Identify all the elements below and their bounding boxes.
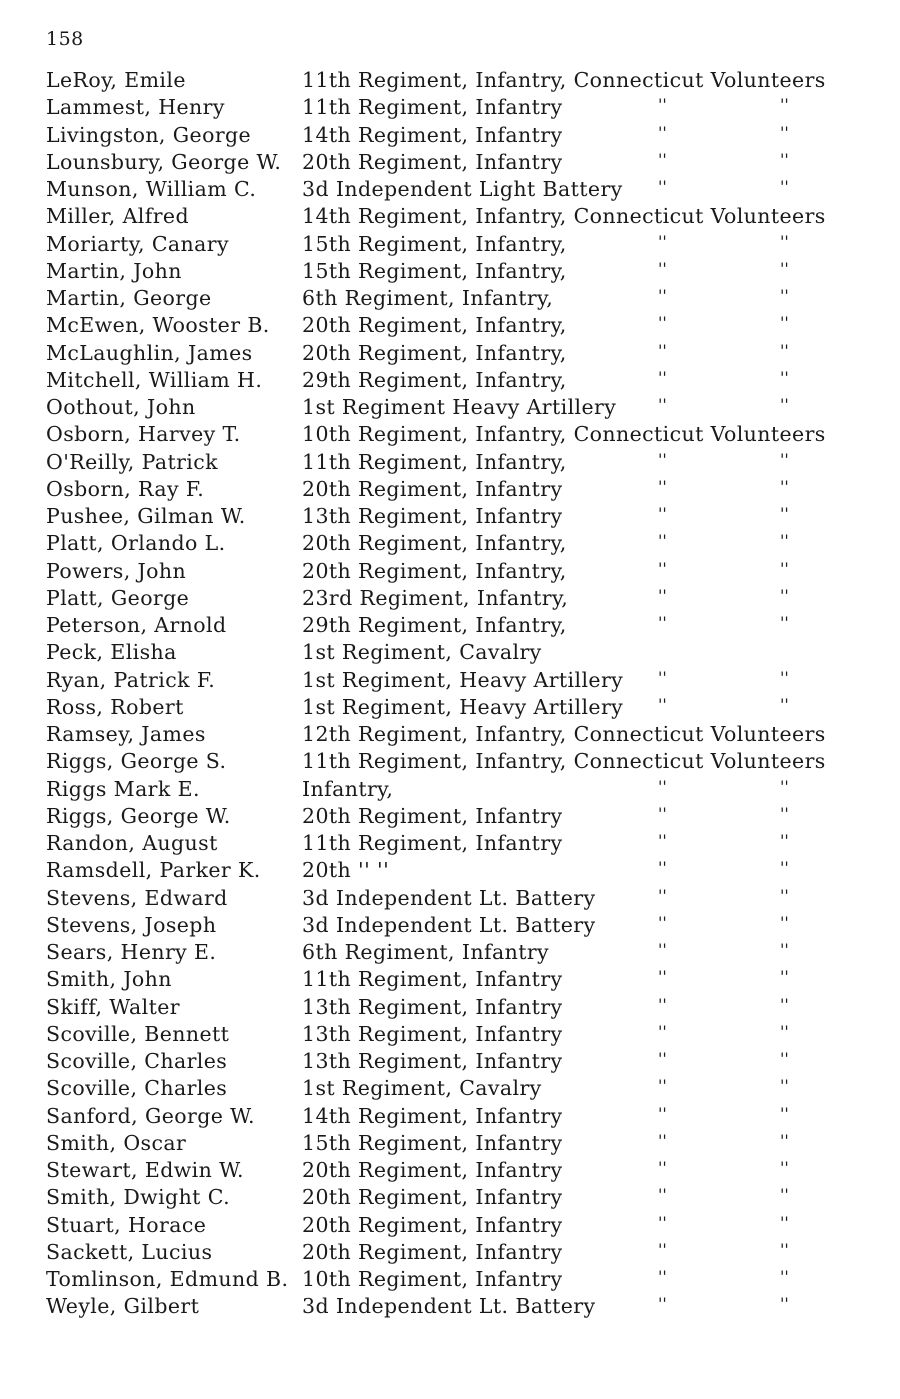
ditto-mark-regiment: '' bbox=[658, 149, 667, 169]
ditto-mark-state: '' bbox=[780, 149, 789, 169]
roster-row bbox=[0, 367, 900, 394]
roster-row bbox=[0, 803, 900, 830]
soldier-name: Ramsdell, Parker K. bbox=[46, 858, 261, 883]
roster-row bbox=[0, 421, 900, 448]
ditto-mark-state: '' bbox=[780, 313, 789, 333]
soldier-unit: 13th Regiment, Infantry bbox=[302, 1049, 563, 1073]
soldier-name: Riggs Mark E. bbox=[46, 776, 200, 801]
ditto-mark-regiment: '' bbox=[658, 967, 667, 987]
soldier-name: Smith, Oscar bbox=[46, 1130, 187, 1155]
soldier-name: Oothout, John bbox=[46, 395, 196, 419]
soldier-unit: Infantry, bbox=[302, 776, 394, 801]
soldier-unit: 20th Regiment, Infantry, bbox=[302, 531, 567, 556]
roster-row bbox=[0, 1021, 900, 1048]
soldier-unit: 14th Regiment, Infantry, Connecticut Volunteers bbox=[302, 204, 826, 229]
soldier-unit: 3d Independent Light Battery bbox=[302, 177, 623, 201]
soldier-name: Stevens, Joseph bbox=[46, 912, 217, 937]
ditto-mark-state: '' bbox=[780, 1076, 789, 1096]
ditto-mark-regiment: '' bbox=[658, 1021, 667, 1041]
roster-row bbox=[0, 585, 900, 612]
ditto-mark-state: '' bbox=[780, 558, 789, 578]
soldier-name: Powers, John bbox=[46, 558, 187, 583]
ditto-mark-state: '' bbox=[780, 504, 789, 523]
roster-row bbox=[0, 994, 900, 1021]
roster-row bbox=[0, 694, 900, 721]
ditto-mark-regiment: '' bbox=[658, 177, 667, 196]
ditto-mark-regiment: '' bbox=[658, 912, 667, 932]
ditto-mark-state: '' bbox=[780, 776, 789, 796]
ditto-mark-regiment: '' bbox=[658, 1049, 667, 1068]
ditto-mark-regiment: '' bbox=[658, 122, 667, 142]
roster-row bbox=[0, 667, 900, 694]
roster-row bbox=[0, 231, 900, 258]
roster-row bbox=[0, 721, 900, 748]
soldier-name: O'Reilly, Patrick bbox=[46, 449, 218, 474]
soldier-name: Randon, August bbox=[46, 831, 218, 855]
ditto-mark-state: '' bbox=[780, 1267, 789, 1286]
ditto-mark-regiment: '' bbox=[658, 1239, 667, 1259]
ditto-mark-regiment: '' bbox=[658, 1267, 667, 1286]
roster-row bbox=[0, 1048, 900, 1075]
soldier-unit: 10th Regiment, Infantry, Connecticut Volunteers bbox=[302, 422, 826, 447]
soldier-unit: 29th Regiment, Infantry, bbox=[302, 613, 567, 637]
soldier-unit: 1st Regiment, Heavy Artillery bbox=[302, 694, 624, 719]
soldier-name: Smith, John bbox=[46, 967, 172, 992]
soldier-unit: 1st Regiment, Heavy Artillery bbox=[302, 667, 624, 692]
ditto-mark-regiment: '' bbox=[658, 340, 667, 360]
soldier-unit: 20th Regiment, Infantry, bbox=[302, 313, 567, 338]
soldier-name: Martin, John bbox=[46, 258, 182, 283]
soldier-unit: 15th Regiment, Infantry bbox=[302, 1130, 563, 1155]
soldier-name: Sears, Henry E. bbox=[46, 940, 217, 964]
ditto-mark-state: '' bbox=[780, 1239, 789, 1259]
soldier-unit: 20th Regiment, Infantry bbox=[302, 1239, 563, 1264]
ditto-mark-regiment: '' bbox=[658, 694, 667, 714]
soldier-name: Stewart, Edwin W. bbox=[46, 1158, 244, 1182]
ditto-mark-regiment: '' bbox=[658, 1130, 667, 1150]
soldier-unit: 20th Regiment, Infantry bbox=[302, 149, 563, 174]
soldier-unit: 3d Independent Lt. Battery bbox=[302, 912, 596, 937]
ditto-mark-state: '' bbox=[780, 1185, 789, 1205]
ditto-mark-state: '' bbox=[780, 613, 789, 632]
ditto-mark-regiment: '' bbox=[658, 994, 667, 1014]
roster-row bbox=[0, 639, 900, 666]
soldier-unit: 3d Independent Lt. Battery bbox=[302, 885, 596, 910]
roster-row bbox=[0, 1075, 900, 1102]
soldier-name: Ross, Robert bbox=[46, 694, 184, 719]
roster-row bbox=[0, 149, 900, 176]
soldier-name: Sackett, Lucius bbox=[46, 1239, 213, 1264]
soldier-unit: 20th '' '' bbox=[302, 858, 390, 883]
roster-row bbox=[0, 1266, 900, 1293]
soldier-name: Ramsey, James bbox=[46, 722, 206, 746]
ditto-mark-state: '' bbox=[780, 885, 789, 905]
roster-row bbox=[0, 966, 900, 993]
soldier-name: Lammest, Henry bbox=[46, 95, 225, 120]
roster-row bbox=[0, 176, 900, 203]
roster-row bbox=[0, 394, 900, 421]
soldier-name: Osborn, Harvey T. bbox=[46, 422, 241, 447]
roster-row bbox=[0, 1184, 900, 1211]
ditto-mark-state: '' bbox=[780, 177, 789, 196]
soldier-name: Platt, Orlando L. bbox=[46, 531, 226, 556]
soldier-name: Scoville, Bennett bbox=[46, 1021, 230, 1046]
roster-row bbox=[0, 1239, 900, 1266]
soldier-name: Stuart, Horace bbox=[46, 1212, 207, 1237]
roster-row bbox=[0, 558, 900, 585]
soldier-unit: 11th Regiment, Infantry bbox=[302, 831, 563, 855]
soldier-name: McEwen, Wooster B. bbox=[46, 313, 270, 338]
soldier-name: Lounsbury, George W. bbox=[46, 149, 282, 174]
ditto-mark-regiment: '' bbox=[658, 940, 667, 959]
ditto-mark-state: '' bbox=[780, 858, 789, 878]
ditto-mark-state: '' bbox=[780, 286, 789, 305]
soldier-name: Miller, Alfred bbox=[46, 204, 189, 229]
ditto-mark-regiment: '' bbox=[658, 1158, 667, 1177]
ditto-mark-regiment: '' bbox=[658, 803, 667, 823]
ditto-mark-state: '' bbox=[780, 667, 789, 687]
roster-row bbox=[0, 312, 900, 339]
ditto-mark-regiment: '' bbox=[658, 395, 667, 414]
soldier-name: Smith, Dwight C. bbox=[46, 1185, 231, 1210]
ditto-mark-regiment: '' bbox=[658, 558, 667, 578]
roster-row bbox=[0, 449, 900, 476]
soldier-unit: 6th Regiment, Infantry, bbox=[302, 286, 554, 310]
ditto-mark-regiment: '' bbox=[658, 831, 667, 850]
ditto-mark-state: '' bbox=[780, 994, 789, 1014]
soldier-unit: 11th Regiment, Infantry, Connecticut Volunteers bbox=[302, 749, 826, 774]
ditto-mark-state: '' bbox=[780, 1021, 789, 1041]
ditto-mark-state: '' bbox=[780, 803, 789, 823]
ditto-mark-regiment: '' bbox=[658, 231, 667, 251]
ditto-mark-regiment: '' bbox=[658, 367, 667, 387]
soldier-unit: 20th Regiment, Infantry bbox=[302, 803, 563, 828]
soldier-unit: 14th Regiment, Infantry bbox=[302, 1103, 563, 1128]
roster-row bbox=[0, 503, 900, 530]
soldier-unit: 20th Regiment, Infantry bbox=[302, 1212, 563, 1237]
ditto-mark-state: '' bbox=[780, 476, 789, 496]
soldier-name: LeRoy, Emile bbox=[46, 68, 186, 92]
ditto-mark-regiment: '' bbox=[658, 667, 667, 687]
soldier-name: Scoville, Charles bbox=[46, 1049, 228, 1073]
soldier-name: Pushee, Gilman W. bbox=[46, 504, 246, 528]
soldier-name: Sanford, George W. bbox=[46, 1103, 255, 1128]
ditto-mark-state: '' bbox=[780, 1103, 789, 1123]
soldier-name: Peck, Elisha bbox=[46, 640, 177, 665]
soldier-name: Livingston, George bbox=[46, 122, 252, 147]
roster-row bbox=[0, 776, 900, 803]
roster-row bbox=[0, 285, 900, 312]
roster-row bbox=[0, 67, 900, 94]
soldier-unit: 20th Regiment, Infantry, bbox=[302, 340, 567, 365]
ditto-mark-state: '' bbox=[780, 231, 789, 251]
ditto-mark-regiment: '' bbox=[658, 885, 667, 905]
roster-row bbox=[0, 885, 900, 912]
roster-row bbox=[0, 748, 900, 775]
ditto-mark-state: '' bbox=[780, 95, 789, 115]
ditto-mark-regiment: '' bbox=[658, 258, 667, 278]
soldier-name: Munson, William C. bbox=[46, 177, 257, 201]
soldier-unit: 15th Regiment, Infantry, bbox=[302, 258, 567, 283]
roster-row bbox=[0, 830, 900, 857]
soldier-unit: 1st Regiment, Cavalry bbox=[302, 640, 542, 665]
ditto-mark-state: '' bbox=[780, 395, 789, 414]
ditto-mark-state: '' bbox=[780, 912, 789, 932]
soldier-name: Ryan, Patrick F. bbox=[46, 667, 216, 692]
ditto-mark-regiment: '' bbox=[658, 1103, 667, 1123]
ditto-mark-state: '' bbox=[780, 940, 789, 959]
soldier-name: Platt, George bbox=[46, 585, 190, 610]
soldier-unit: 11th Regiment, Infantry bbox=[302, 95, 563, 120]
ditto-mark-state: '' bbox=[780, 1294, 789, 1314]
soldier-unit: 20th Regiment, Infantry bbox=[302, 1185, 563, 1210]
soldier-name: Tomlinson, Edmund B. bbox=[46, 1267, 289, 1291]
soldier-unit: 6th Regiment, Infantry bbox=[302, 940, 550, 964]
soldier-unit: 14th Regiment, Infantry bbox=[302, 122, 563, 147]
ditto-mark-state: '' bbox=[780, 1212, 789, 1232]
soldier-name: Mitchell, William H. bbox=[46, 367, 263, 392]
ditto-mark-regiment: '' bbox=[658, 776, 667, 796]
roster-row bbox=[0, 94, 900, 121]
ditto-mark-state: '' bbox=[780, 449, 789, 469]
soldier-unit: 15th Regiment, Infantry, bbox=[302, 231, 567, 256]
ditto-mark-state: '' bbox=[780, 258, 789, 278]
ditto-mark-regiment: '' bbox=[658, 585, 667, 605]
soldier-name: Riggs, George W. bbox=[46, 803, 231, 828]
ditto-mark-state: '' bbox=[780, 694, 789, 714]
ditto-mark-regiment: '' bbox=[658, 858, 667, 878]
roster-row bbox=[0, 530, 900, 557]
soldier-name: Skiff, Walter bbox=[46, 994, 180, 1019]
ditto-mark-state: '' bbox=[780, 1130, 789, 1150]
soldier-name: Moriarty, Canary bbox=[46, 231, 229, 256]
ditto-mark-regiment: '' bbox=[658, 313, 667, 333]
soldier-unit: 13th Regiment, Infantry bbox=[302, 1021, 563, 1046]
roster-row bbox=[0, 939, 900, 966]
soldier-unit: 11th Regiment, Infantry bbox=[302, 967, 563, 992]
ditto-mark-state: '' bbox=[780, 531, 789, 551]
ditto-mark-regiment: '' bbox=[658, 1294, 667, 1314]
ditto-mark-regiment: '' bbox=[658, 449, 667, 469]
soldier-unit: 20th Regiment, Infantry bbox=[302, 476, 563, 501]
ditto-mark-state: '' bbox=[780, 1049, 789, 1068]
soldier-unit: 3d Independent Lt. Battery bbox=[302, 1294, 596, 1319]
soldier-unit: 12th Regiment, Infantry, Connecticut Volunteers bbox=[302, 722, 826, 746]
ditto-mark-regiment: '' bbox=[658, 1212, 667, 1232]
ditto-mark-regiment: '' bbox=[658, 476, 667, 496]
roster-row bbox=[0, 1293, 900, 1320]
soldier-unit: 13th Regiment, Infantry bbox=[302, 994, 563, 1019]
roster-row bbox=[0, 857, 900, 884]
soldier-name: Riggs, George S. bbox=[46, 749, 227, 774]
ditto-mark-state: '' bbox=[780, 831, 789, 850]
soldier-unit: 11th Regiment, Infantry, bbox=[302, 449, 567, 474]
ditto-mark-regiment: '' bbox=[658, 1185, 667, 1205]
roster-row bbox=[0, 340, 900, 367]
soldier-name: Scoville, Charles bbox=[46, 1076, 228, 1101]
soldier-name: Stevens, Edward bbox=[46, 885, 228, 910]
roster-row bbox=[0, 1130, 900, 1157]
ditto-mark-state: '' bbox=[780, 585, 789, 605]
ditto-mark-state: '' bbox=[780, 367, 789, 387]
roster-row bbox=[0, 612, 900, 639]
ditto-mark-state: '' bbox=[780, 967, 789, 987]
soldier-unit: 29th Regiment, Infantry, bbox=[302, 367, 567, 392]
soldier-name: Weyle, Gilbert bbox=[46, 1294, 200, 1319]
soldier-name: McLaughlin, James bbox=[46, 340, 253, 365]
ditto-mark-state: '' bbox=[780, 340, 789, 360]
soldier-unit: 1st Regiment Heavy Artillery bbox=[302, 395, 617, 419]
soldier-unit: 20th Regiment, Infantry, bbox=[302, 558, 567, 583]
roster-list bbox=[0, 67, 900, 1321]
soldier-name: Peterson, Arnold bbox=[46, 613, 227, 637]
soldier-unit: 20th Regiment, Infantry bbox=[302, 1158, 563, 1182]
roster-row bbox=[0, 1212, 900, 1239]
roster-row bbox=[0, 1157, 900, 1184]
soldier-name: Martin, George bbox=[46, 286, 212, 310]
ditto-mark-regiment: '' bbox=[658, 95, 667, 115]
soldier-unit: 1st Regiment, Cavalry bbox=[302, 1076, 542, 1101]
ditto-mark-state: '' bbox=[780, 122, 789, 142]
soldier-unit: 10th Regiment, Infantry bbox=[302, 1267, 563, 1291]
page-number: 158 bbox=[46, 28, 84, 50]
ditto-mark-regiment: '' bbox=[658, 1076, 667, 1096]
roster-row bbox=[0, 1103, 900, 1130]
soldier-name: Osborn, Ray F. bbox=[46, 476, 205, 501]
roster-row bbox=[0, 203, 900, 230]
ditto-mark-regiment: '' bbox=[658, 504, 667, 523]
roster-row bbox=[0, 476, 900, 503]
roster-row bbox=[0, 258, 900, 285]
soldier-unit: 23rd Regiment, Infantry, bbox=[302, 585, 569, 610]
ditto-mark-regiment: '' bbox=[658, 286, 667, 305]
soldier-unit: 13th Regiment, Infantry bbox=[302, 504, 563, 528]
roster-row bbox=[0, 122, 900, 149]
soldier-unit: 11th Regiment, Infantry, Connecticut Volunteers bbox=[302, 68, 826, 92]
ditto-mark-regiment: '' bbox=[658, 531, 667, 551]
ditto-mark-state: '' bbox=[780, 1158, 789, 1177]
roster-row bbox=[0, 912, 900, 939]
ditto-mark-regiment: '' bbox=[658, 613, 667, 632]
